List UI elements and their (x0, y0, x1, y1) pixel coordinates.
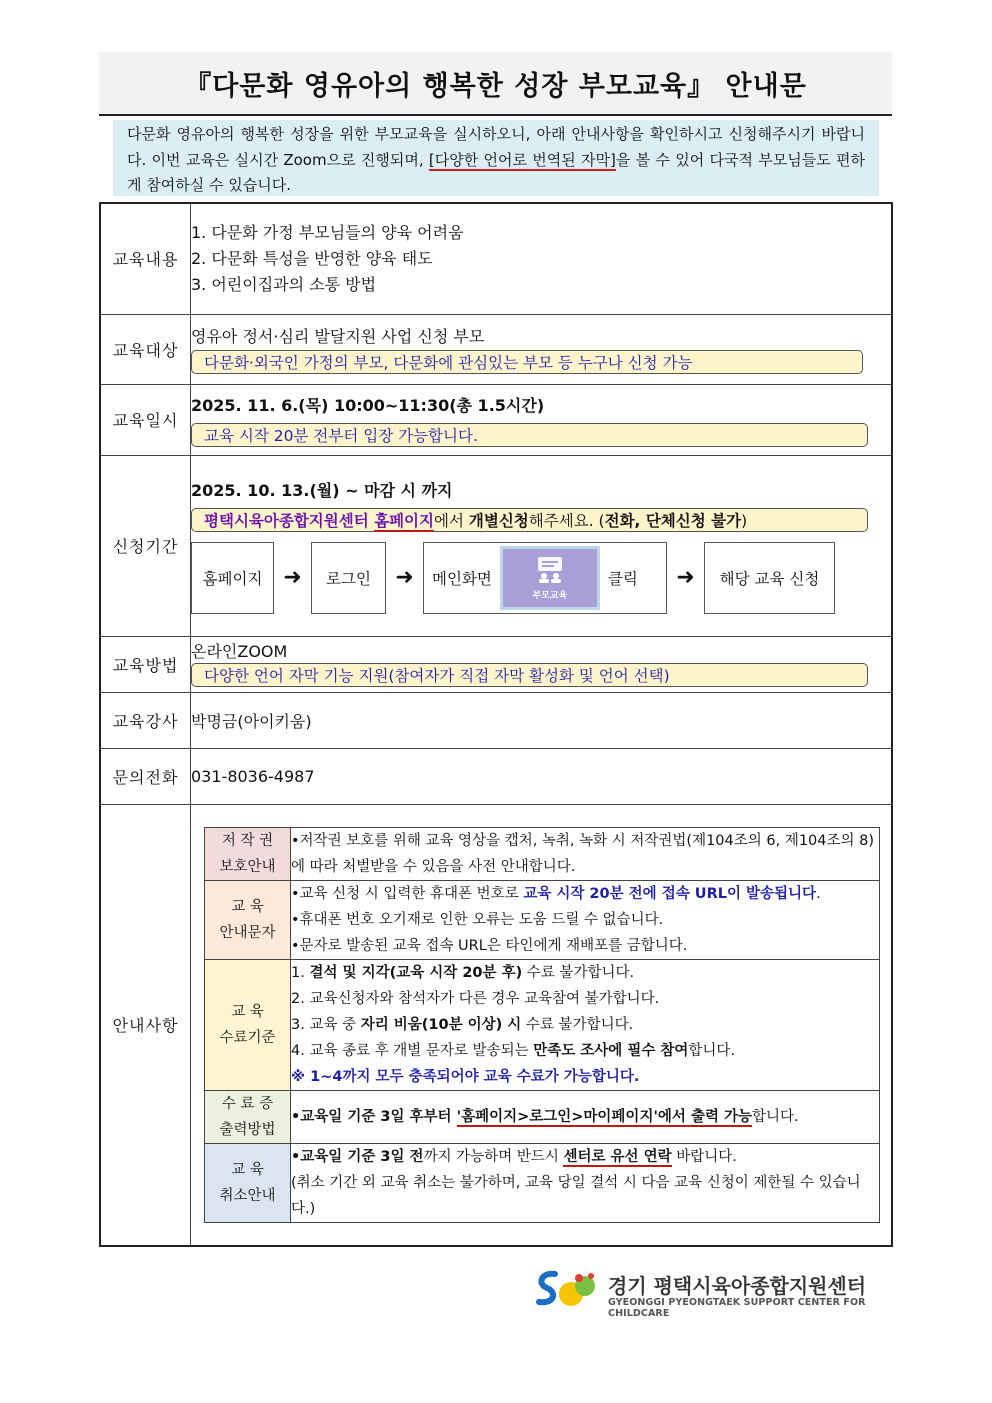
date-note: 교육 시작 20분 전부터 입장 가능합니다. (191, 423, 868, 447)
flow-step-main-label: 메인화면 (432, 569, 492, 588)
icon-caption: 부모교육 (532, 590, 568, 601)
info-table (99, 202, 893, 1247)
footer-logo (533, 1266, 893, 1319)
target-line: 영유아 정서·심리 발달지원 사업 신청 부모 (191, 327, 485, 346)
notice-certificate: 수 료 증 출력방법 •교육일 기준 3일 후부터 '홈페이지>로그인>마이페이지'에서 출력 가능합니다. (205, 1090, 880, 1143)
period-note: 평택시육아종합지원센터 홈페이지에서 개별신청해주세요. (전화, 단체신청 불가) (191, 508, 868, 532)
copyright-text: •저작권 보호를 위해 교육 영상을 캡처, 녹취, 녹화 시 저작권법(제104조의 6, 제104조의 8)에 따라 처벌받을 수 있음을 사전 안내합니다. (291, 827, 880, 880)
arrow-icon: ➜ (676, 565, 695, 590)
presentation-icon (534, 555, 566, 583)
label-period: 신청기간 (100, 455, 191, 636)
footer-org-korean: 경기 평택시육아종합지원센터 (608, 1274, 867, 1298)
page-title: 『다문화 영유아의 행복한 성장 부모교육』 안내문 (99, 52, 892, 116)
intro-text-after: 을 볼 수 있어 다국적 부모님들도 편하게 참여하실 수 있습니다. (127, 150, 865, 194)
notice-completion: 교 육 수료기준 1. 결석 및 지각(교육 시작 20분 후) 수료 불가합니다. 2. 교육신청자와 참석자가 다른 경우 교육참여 불가합니다. 3. 교육 중 자리 비움(10분 이상) 시 수료 불가합니다. 4. 교육 종료 후 개별 문자로 발송되는 만족도 조사에 필수 참여합니다. ※ 1~4까지 모두 충족되어야 교육 수료가 가능합니다. (205, 959, 880, 1090)
sms-bullet: •휴대폰 번호 오기재로 인한 오류는 도움 드릴 수 없습니다. (291, 911, 664, 928)
label-phone: 문의전화 (100, 748, 191, 804)
apply-flow (191, 542, 891, 614)
period-line: 2025. 10. 13.(월) ~ 마감 시 까지 (191, 480, 453, 500)
intro-text-before: 다문화 영유아의 행복한 성장을 위한 부모교육을 실시하오니, 아래 안내사항을 확인하시고 신청해주시기 바랍니다. 이번 교육은 실시간 Zoom으로 진행되며, (127, 125, 865, 169)
row-notice (100, 804, 892, 1246)
completion-item: 2. 교육신청자와 참석자가 다른 경우 교육참여 불가합니다. (291, 990, 660, 1007)
content-item: 2. 다문화 특성을 반영한 양육 태도 (191, 248, 433, 268)
intro-box (113, 120, 879, 196)
label-notice: 안내사항 (100, 804, 191, 1246)
arrow-icon: ➜ (283, 565, 302, 590)
row-period (100, 455, 892, 636)
footer-org-english: GYEONGGI PYEONGTAEK SUPPORT CENTER FOR CHILDCARE (608, 1297, 866, 1319)
row-date (100, 384, 892, 455)
row-phone (100, 748, 892, 804)
label-content: 교육내용 (100, 203, 191, 314)
sms-bullet: •문자로 발송된 교육 접속 URL은 타인에게 재배포를 금합니다. (291, 937, 688, 954)
flow-step-main (423, 542, 667, 614)
notice-sms: 교 육 안내문자 •교육 신청 시 입력한 휴대폰 번호로 교육 시작 20분 전에 접속 URL이 발송됩니다. •휴대폰 번호 오기재로 인한 오류는 도움 드릴 수 없습니다. •문자로 발송된 교육 접속 URL은 타인에게 재배포를 금합니다. (205, 880, 880, 959)
completion-note: ※ 1~4까지 모두 충족되어야 교육 수료가 가능합니다. (291, 1068, 640, 1085)
center-logo-icon (533, 1266, 603, 1312)
method-note: 다양한 언어 자막 기능 지원(참여자가 직접 자막 활성화 및 언어 선택) (191, 663, 868, 687)
content-item: 3. 어린이집과의 소통 방법 (191, 274, 377, 294)
content-item: 1. 다문화 가정 부모님들의 양육 어려움 (191, 222, 464, 242)
completion-item: 4. 교육 종료 후 개별 문자로 발송되는 만족도 조사에 필수 참여합니다. (291, 1042, 736, 1059)
row-content (100, 203, 892, 314)
cancel-paren: (취소 기간 외 교육 취소는 불가하며, 교육 당일 결석 시 다음 교육 신청이 제한될 수 있습니다.) (291, 1174, 861, 1217)
method-line: 온라인ZOOM (191, 642, 288, 661)
row-target (100, 314, 892, 384)
completion-item: 1. 결석 및 지각(교육 시작 20분 후) 수료 불가합니다. (291, 964, 635, 981)
instructor-value: 박명금(아이키움) (191, 692, 893, 748)
target-note: 다문화·외국인 가정의 부모, 다문화에 관심있는 부모 등 누구나 신청 가능 (191, 350, 863, 374)
flow-step-apply: 해당 교육 신청 (704, 542, 835, 614)
flow-step-login: 로그인 (311, 542, 386, 614)
notice-copyright: 저 작 권 보호안내 •저작권 보호를 위해 교육 영상을 캡처, 녹취, 녹화 시 저작권법(제104조의 6, 제104조의 8)에 따라 처벌받을 수 있음을 사전 안내합니다. (205, 827, 880, 880)
notice-table (204, 827, 880, 1223)
sms-bullet: •교육 신청 시 입력한 휴대폰 번호로 교육 시작 20분 전에 접속 URL이 발송됩니다. (291, 885, 821, 902)
label-target: 교육대상 (100, 314, 191, 384)
completion-item: 3. 교육 중 자리 비움(10분 이상) 시 수료 불가합니다. (291, 1016, 634, 1033)
label-instructor: 교육강사 (100, 692, 191, 748)
notice-cancel: 교 육 취소안내 •교육일 기준 3일 전까지 가능하며 반드시 센터로 유선 연락 바랍니다. (취소 기간 외 교육 취소는 불가하며, 교육 당일 결석 시 다음 교육 신청이 제한될 수 있습니다.) (205, 1143, 880, 1222)
label-date: 교육일시 (100, 384, 191, 455)
row-instructor (100, 692, 892, 748)
parent-education-icon (500, 546, 600, 610)
date-line: 2025. 11. 6.(목) 10:00~11:30(총 1.5시간) (191, 395, 545, 415)
flow-step-homepage: 홈페이지 (191, 542, 274, 614)
intro-highlight: [다양한 언어로 번역된 자막] (428, 150, 616, 169)
phone-value: 031-8036-4987 (191, 748, 893, 804)
row-method (100, 636, 892, 692)
arrow-icon: ➜ (395, 565, 414, 590)
flow-step-click-label: 클릭 (607, 569, 638, 588)
label-method: 교육방법 (100, 636, 191, 692)
